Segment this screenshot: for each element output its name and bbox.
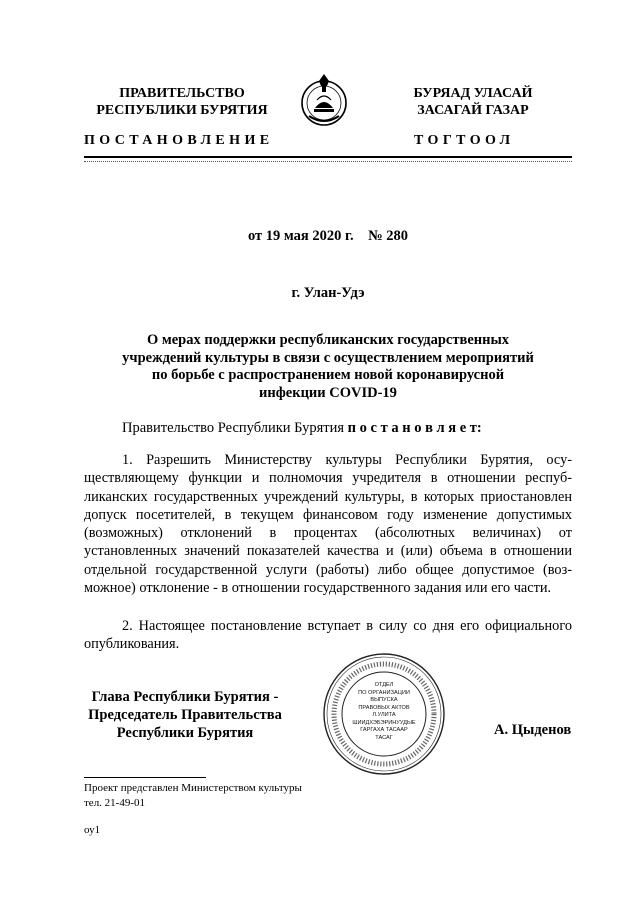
stamp-line: Л.УЛИТА	[372, 712, 396, 718]
doc-type-left: ПОСТАНОВЛЕНИЕ	[84, 133, 274, 148]
header-right-line2: ЗАСАГАЙ ГАЗАР	[417, 103, 529, 118]
stamp-line: ТАСАГ	[375, 734, 393, 741]
header-rule-thick	[84, 156, 572, 158]
footer-note	[84, 781, 302, 811]
header-right	[375, 85, 571, 119]
title-line: по борьбе с распространением новой коронавирусной	[151, 367, 505, 383]
stamp-line: ОТДЕЛ	[374, 682, 394, 688]
signature-position-line2: Председатель Правительства	[88, 707, 282, 723]
official-stamp	[322, 652, 446, 776]
paragraph-2: 2. Настоящее постановление вступает в силу со дня его официального опубликования.	[84, 618, 572, 653]
date-number: от 19 мая 2020 г. № 280	[247, 228, 409, 244]
doc-type-right: ТОГТООЛ	[414, 133, 515, 148]
stamp-line: ШИИДХЭБЭРИНУУДЫЕ	[352, 719, 416, 726]
signature-position-line1: Глава Республики Бурятия -	[91, 689, 279, 705]
signature-position	[80, 688, 290, 742]
stamp-line: ВЫПУСКА	[370, 697, 398, 703]
header-left-line1: ПРАВИТЕЛЬСТВО	[119, 86, 245, 101]
preamble	[122, 420, 482, 437]
stamp-line: ГАРГАХА ТАСААР	[360, 727, 408, 733]
stamp-line: ПРАВОВЫХ АКТОВ	[358, 704, 410, 711]
stamp-line: ПО ОРГАНИЗАЦИИ	[358, 689, 410, 696]
signatory-name: А. Цыденов	[494, 722, 572, 738]
header-left-line2: РЕСПУБЛИКИ БУРЯТИЯ	[96, 103, 268, 118]
preamble-text: Правительство Республики Бурятия	[122, 420, 348, 436]
header-rule-thin	[84, 161, 572, 162]
title-line: учреждений культуры в связи с осуществлением мероприятий	[122, 349, 534, 366]
footer-code: оу1	[84, 824, 101, 836]
footer-note-line2: тел. 21-49-01	[84, 797, 146, 809]
title-line: инфекции COVID-19	[259, 384, 397, 401]
footer-note-line1: Проект представлен Министерством культуры	[84, 782, 302, 794]
document-title	[84, 332, 572, 402]
paragraph-1: 1. Разрешить Министерству культуры Республики Бурятия, осуществляющему функции и полномочия учредителя в отношении республиканских государственных учреждений культуры, в которых приостановлен допуск посетителей, в текущем финансовом году изменение допустимых (возможных) отклонений в процентах (абсолютных величинах) от установленных значений показателей качества и (или) объема в отношении отдельной государственной услуги (работы) либо общее допустимое (возможное) отклонение - в отношении государственного задания или его части.	[84, 452, 572, 597]
title-line: О мерах поддержки республиканских государственных	[146, 332, 510, 348]
stamp-inner-text	[350, 682, 418, 742]
signature-position-line3: Республики Бурятия	[116, 725, 254, 741]
city: г. Улан-Удэ	[291, 285, 365, 301]
preamble-emphasis: п о с т а н о в л я е т:	[347, 420, 482, 436]
header-right-line1: БУРЯАД УЛАСАЙ	[413, 86, 533, 101]
footer-rule	[84, 777, 206, 778]
coat-of-arms-emblem	[297, 72, 351, 130]
header-left	[84, 85, 280, 119]
